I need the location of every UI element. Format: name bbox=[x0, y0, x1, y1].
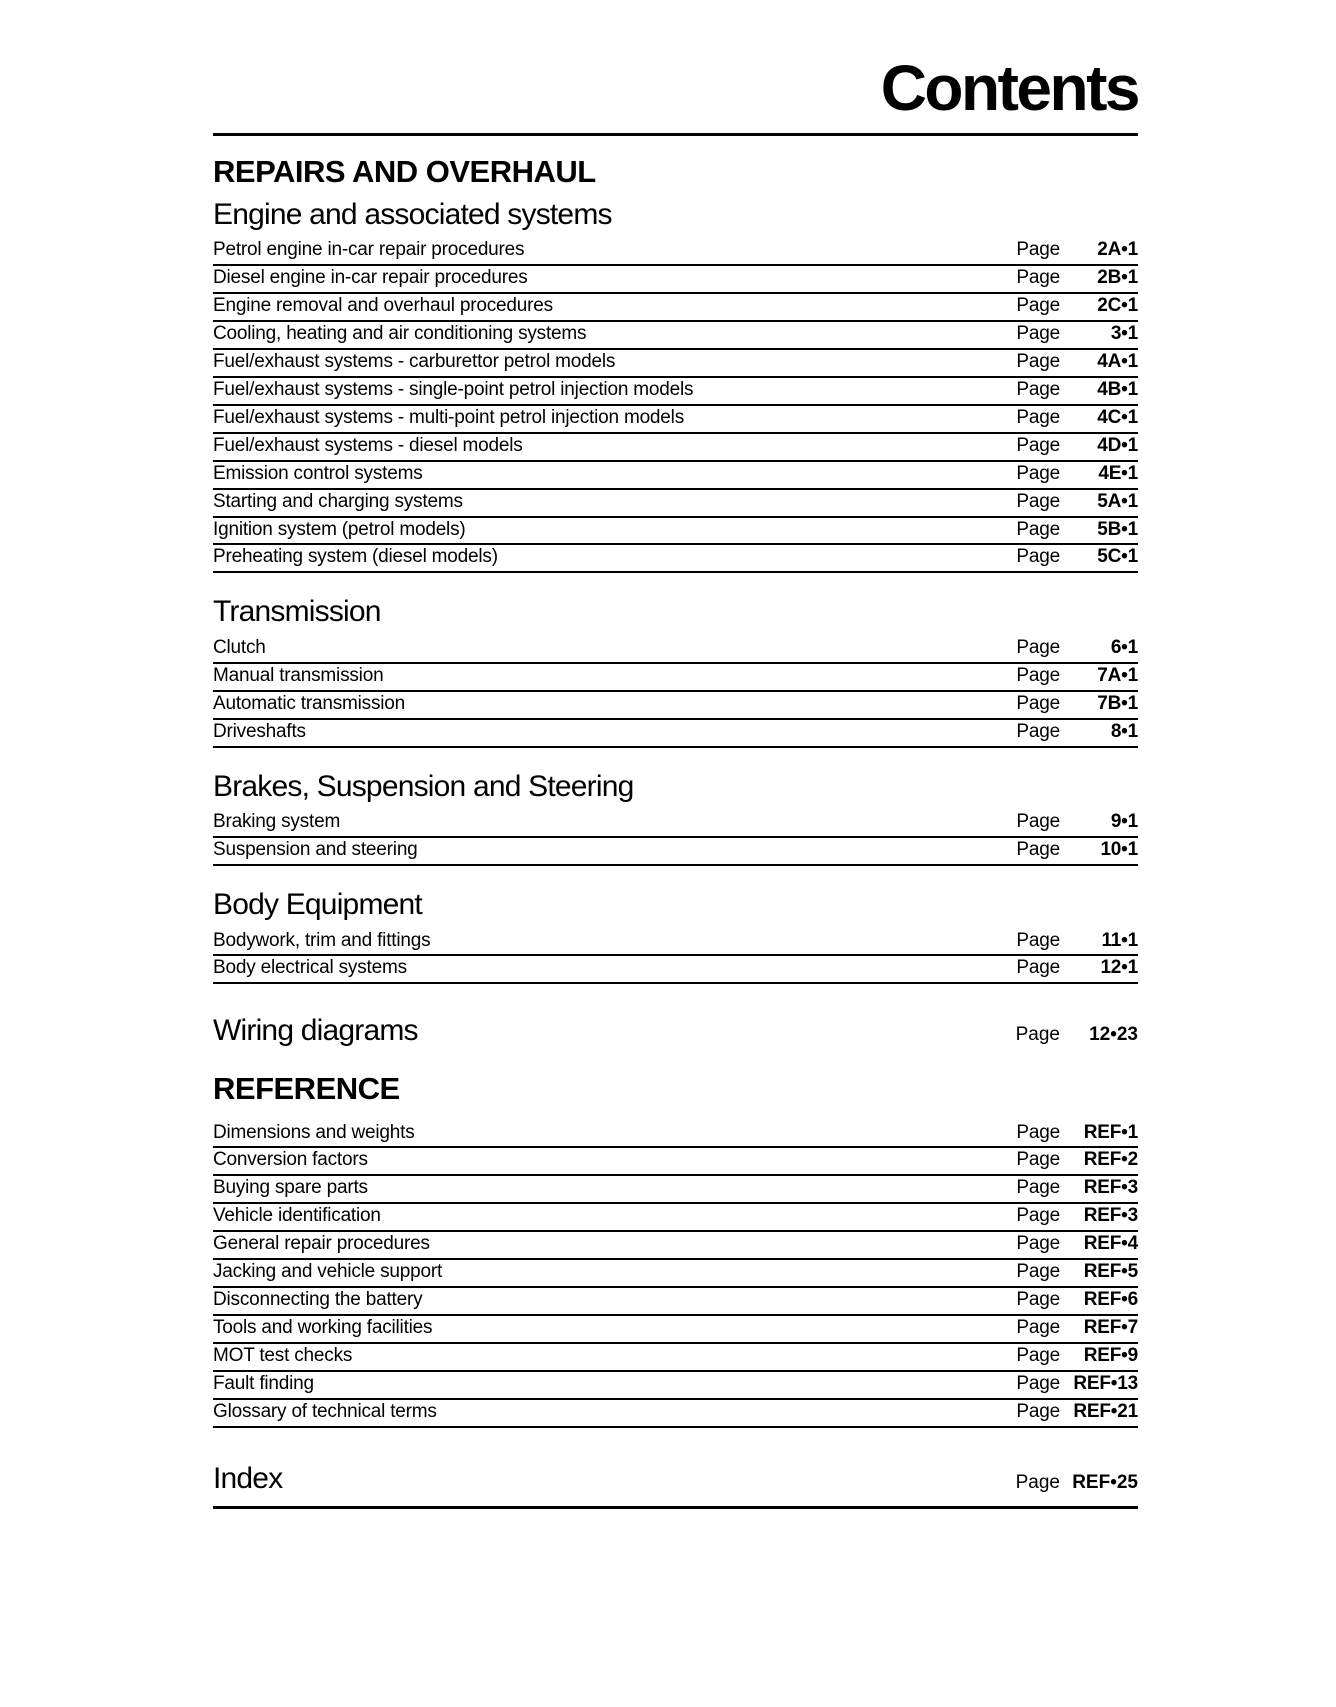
toc-entry-label: Driveshafts bbox=[213, 720, 306, 742]
toc-entry-label: Vehicle identification bbox=[213, 1205, 381, 1227]
toc-entry-page bbox=[1016, 1150, 1138, 1170]
toc-row bbox=[213, 1288, 1138, 1316]
toc-entry-page bbox=[1016, 324, 1138, 344]
toc-row bbox=[213, 378, 1138, 406]
toc-entry-label: Preheating system (diesel models) bbox=[213, 546, 498, 568]
wiring-diagrams-page bbox=[1016, 1024, 1138, 1046]
toc-row bbox=[213, 518, 1138, 546]
toc-entry-page bbox=[1016, 1318, 1138, 1338]
toc-entry-label: Braking system bbox=[213, 811, 341, 833]
toc-entry-page bbox=[1016, 666, 1138, 686]
toc-group-rows bbox=[213, 238, 1138, 573]
page-word: Page bbox=[1016, 350, 1060, 372]
reference-rows bbox=[213, 1121, 1138, 1428]
page-word: Page bbox=[1016, 1372, 1060, 1394]
page-number: REF•3 bbox=[1083, 1205, 1138, 1227]
toc-entry-page bbox=[1016, 812, 1138, 832]
page-word: Page bbox=[1016, 490, 1060, 512]
toc-row bbox=[213, 1372, 1138, 1400]
wiring-diagrams-row bbox=[213, 1014, 1138, 1049]
toc-group-rows bbox=[213, 929, 1138, 985]
toc-row bbox=[213, 322, 1138, 350]
page-word: Page bbox=[1016, 322, 1060, 344]
toc-row bbox=[213, 1344, 1138, 1372]
page-word: Page bbox=[1016, 406, 1060, 428]
toc-entry-page bbox=[1016, 268, 1138, 288]
toc-row bbox=[213, 1260, 1138, 1288]
toc-row bbox=[213, 664, 1138, 692]
page-number: 7B•1 bbox=[1097, 692, 1138, 714]
page-number: 4B•1 bbox=[1097, 378, 1138, 400]
toc-entry-page bbox=[1016, 694, 1138, 714]
toc-entry-label: Fuel/exhaust systems - carburettor petrol models bbox=[213, 350, 616, 372]
toc-entry-label: Diesel engine in-car repair procedures bbox=[213, 267, 528, 289]
toc-row bbox=[213, 350, 1138, 378]
page-number: 4C•1 bbox=[1097, 406, 1138, 428]
toc-entry-page bbox=[1016, 1346, 1138, 1366]
toc-group-heading: Body Equipment bbox=[213, 888, 422, 922]
page-word: Page bbox=[1016, 1289, 1060, 1311]
toc-row bbox=[213, 294, 1138, 322]
toc-row bbox=[213, 929, 1138, 957]
toc-group-heading: Brakes, Suspension and Steering bbox=[213, 769, 634, 803]
page-number: REF•7 bbox=[1083, 1317, 1138, 1339]
page-number: 10•1 bbox=[1100, 839, 1138, 861]
toc-entry-page bbox=[1016, 296, 1138, 316]
toc-entry-label: Fuel/exhaust systems - single-point petrol injection models bbox=[213, 378, 694, 400]
page-number: 5C•1 bbox=[1097, 546, 1138, 568]
toc-row bbox=[213, 720, 1138, 748]
page-word: Page bbox=[1016, 1261, 1060, 1283]
page-number: 11•1 bbox=[1101, 929, 1138, 951]
page-number: 3•1 bbox=[1110, 322, 1138, 344]
toc-row bbox=[213, 238, 1138, 266]
toc-entry-label: Suspension and steering bbox=[213, 839, 418, 861]
toc-group-heading: Engine and associated systems bbox=[213, 197, 612, 231]
toc-entry-page bbox=[1016, 1262, 1138, 1282]
page-word: Page bbox=[1016, 811, 1060, 833]
page-word: Page bbox=[1016, 434, 1060, 456]
toc-entry-page bbox=[1016, 352, 1138, 372]
toc-entry-page bbox=[1016, 1402, 1138, 1422]
page-number: 7A•1 bbox=[1097, 664, 1138, 686]
toc-row bbox=[213, 266, 1138, 294]
toc-entry-label: Buying spare parts bbox=[213, 1177, 368, 1199]
toc-entry-label: Engine removal and overhaul procedures bbox=[213, 295, 553, 317]
toc-entry-page bbox=[1016, 958, 1138, 978]
page-word: Page bbox=[1016, 720, 1060, 742]
page-number: 9•1 bbox=[1110, 811, 1138, 833]
toc-entry-label: Emission control systems bbox=[213, 462, 423, 484]
toc-group bbox=[213, 888, 1138, 984]
toc-entry-page bbox=[1016, 408, 1138, 428]
page-number: REF•21 bbox=[1073, 1400, 1138, 1422]
page-word: Page bbox=[1016, 1205, 1060, 1227]
toc-entry-label: Fuel/exhaust systems - multi-point petrol injection models bbox=[213, 406, 684, 428]
toc-entry-label: Ignition system (petrol models) bbox=[213, 518, 466, 540]
index-row bbox=[213, 1462, 1138, 1510]
toc-entry-label: Cooling, heating and air conditioning systems bbox=[213, 322, 587, 344]
page-word: Page bbox=[1016, 1233, 1060, 1255]
toc-entry-label: Tools and working facilities bbox=[213, 1317, 433, 1339]
toc-entry-label: Body electrical systems bbox=[213, 957, 407, 979]
page-number: REF•6 bbox=[1083, 1289, 1138, 1311]
toc-row bbox=[213, 1316, 1138, 1344]
page-word: Page bbox=[1016, 1317, 1060, 1339]
title-rule bbox=[213, 133, 1138, 136]
page-number: 4D•1 bbox=[1097, 434, 1138, 456]
toc-entry-label: Clutch bbox=[213, 636, 266, 658]
page-number: 4E•1 bbox=[1098, 462, 1138, 484]
toc-row bbox=[213, 1232, 1138, 1260]
page-word: Page bbox=[1016, 518, 1060, 540]
page-number: REF•4 bbox=[1083, 1233, 1138, 1255]
page-word: Page bbox=[1016, 957, 1060, 979]
page-number: 5A•1 bbox=[1097, 490, 1138, 512]
toc-row bbox=[213, 545, 1138, 573]
toc-entry-label: Jacking and vehicle support bbox=[213, 1261, 443, 1283]
page-number: REF•9 bbox=[1083, 1345, 1138, 1367]
toc-entry-page bbox=[1016, 492, 1138, 512]
page-word: Page bbox=[1016, 295, 1060, 317]
section-heading-reference: REFERENCE bbox=[213, 1070, 400, 1106]
toc-entry-page bbox=[1016, 380, 1138, 400]
toc-entry-page bbox=[1016, 547, 1138, 567]
toc-entry-page bbox=[1016, 1178, 1138, 1198]
page-number: 6•1 bbox=[1110, 636, 1138, 658]
toc-row bbox=[213, 1400, 1138, 1428]
toc-group-heading: Transmission bbox=[213, 595, 381, 629]
page-word: Page bbox=[1015, 1024, 1060, 1046]
toc-entry-label: Bodywork, trim and fittings bbox=[213, 929, 431, 951]
toc-entry-label: Fault finding bbox=[213, 1372, 314, 1394]
toc-entry-page bbox=[1016, 722, 1138, 742]
toc-row bbox=[213, 1121, 1138, 1149]
toc-entry-page bbox=[1016, 464, 1138, 484]
toc-row bbox=[213, 434, 1138, 462]
page-word: Page bbox=[1016, 378, 1060, 400]
page-number: 4A•1 bbox=[1097, 350, 1138, 372]
page-word: Page bbox=[1016, 839, 1060, 861]
wiring-diagrams-heading: Wiring diagrams bbox=[213, 1014, 418, 1048]
toc-row bbox=[213, 810, 1138, 838]
page-number: REF•25 bbox=[1072, 1471, 1138, 1493]
page-number: 12•23 bbox=[1089, 1024, 1138, 1046]
page-title: Contents bbox=[880, 52, 1138, 124]
toc-group bbox=[213, 595, 1138, 747]
repair-groups bbox=[213, 198, 1138, 985]
toc-entry-page bbox=[1016, 240, 1138, 260]
toc-entry-label: Conversion factors bbox=[213, 1149, 368, 1171]
toc-entry-page bbox=[1016, 1234, 1138, 1254]
page-word: Page bbox=[1015, 1471, 1060, 1493]
page-number: 12•1 bbox=[1100, 957, 1138, 979]
toc-entry-page bbox=[1016, 931, 1138, 951]
page-word: Page bbox=[1016, 692, 1060, 714]
toc-entry-page bbox=[1016, 436, 1138, 456]
toc-group bbox=[213, 198, 1138, 574]
toc-entry-page bbox=[1016, 840, 1138, 860]
toc-row bbox=[213, 1204, 1138, 1232]
page-word: Page bbox=[1016, 239, 1060, 261]
toc-entry-page bbox=[1016, 638, 1138, 658]
page-number: 5B•1 bbox=[1097, 518, 1138, 540]
toc-group bbox=[213, 770, 1138, 866]
toc-entry-label: Dimensions and weights bbox=[213, 1121, 415, 1143]
toc-entry-page bbox=[1016, 1374, 1138, 1394]
toc-entry-page bbox=[1016, 1123, 1138, 1143]
toc-row bbox=[213, 1148, 1138, 1176]
toc-entry-label: Starting and charging systems bbox=[213, 490, 463, 512]
toc-entry-label: Petrol engine in-car repair procedures bbox=[213, 239, 525, 261]
toc-row bbox=[213, 636, 1138, 664]
page-number: REF•5 bbox=[1083, 1261, 1138, 1283]
page-word: Page bbox=[1016, 267, 1060, 289]
toc-row bbox=[213, 838, 1138, 866]
toc-entry-label: Fuel/exhaust systems - diesel models bbox=[213, 434, 523, 456]
toc-entry-label: MOT test checks bbox=[213, 1345, 353, 1367]
page-number: 2C•1 bbox=[1097, 295, 1138, 317]
page-word: Page bbox=[1016, 1400, 1060, 1422]
toc-entry-page bbox=[1016, 1290, 1138, 1310]
index-page bbox=[1016, 1472, 1138, 1494]
page-word: Page bbox=[1016, 929, 1060, 951]
page-word: Page bbox=[1016, 1177, 1060, 1199]
page-word: Page bbox=[1016, 1121, 1060, 1143]
page-number: 8•1 bbox=[1110, 720, 1138, 742]
page-number: 2B•1 bbox=[1097, 267, 1138, 289]
page-word: Page bbox=[1016, 636, 1060, 658]
page-word: Page bbox=[1016, 664, 1060, 686]
page-number: REF•2 bbox=[1083, 1149, 1138, 1171]
toc-row bbox=[213, 490, 1138, 518]
page-word: Page bbox=[1016, 1149, 1060, 1171]
toc-entry-label: Disconnecting the battery bbox=[213, 1289, 423, 1311]
toc-row bbox=[213, 406, 1138, 434]
toc-row bbox=[213, 462, 1138, 490]
toc-entry-page bbox=[1016, 520, 1138, 540]
toc-group-rows bbox=[213, 810, 1138, 866]
toc-row bbox=[213, 692, 1138, 720]
page-number: 2A•1 bbox=[1097, 239, 1138, 261]
toc-row bbox=[213, 1176, 1138, 1204]
toc-entry-label: Glossary of technical terms bbox=[213, 1400, 437, 1422]
toc-row bbox=[213, 956, 1138, 984]
page-number: REF•13 bbox=[1073, 1372, 1138, 1394]
page-word: Page bbox=[1016, 546, 1060, 568]
page-number: REF•1 bbox=[1083, 1121, 1138, 1143]
toc-entry-label: Manual transmission bbox=[213, 664, 384, 686]
toc-entry-label: Automatic transmission bbox=[213, 692, 406, 714]
page-word: Page bbox=[1016, 462, 1060, 484]
page-word: Page bbox=[1016, 1345, 1060, 1367]
toc-entry-label: General repair procedures bbox=[213, 1233, 430, 1255]
index-heading: Index bbox=[213, 1461, 283, 1495]
page-number: REF•3 bbox=[1083, 1177, 1138, 1199]
section-heading-repairs: REPAIRS AND OVERHAUL bbox=[213, 154, 596, 189]
toc-entry-page bbox=[1016, 1206, 1138, 1226]
toc-group-rows bbox=[213, 636, 1138, 748]
